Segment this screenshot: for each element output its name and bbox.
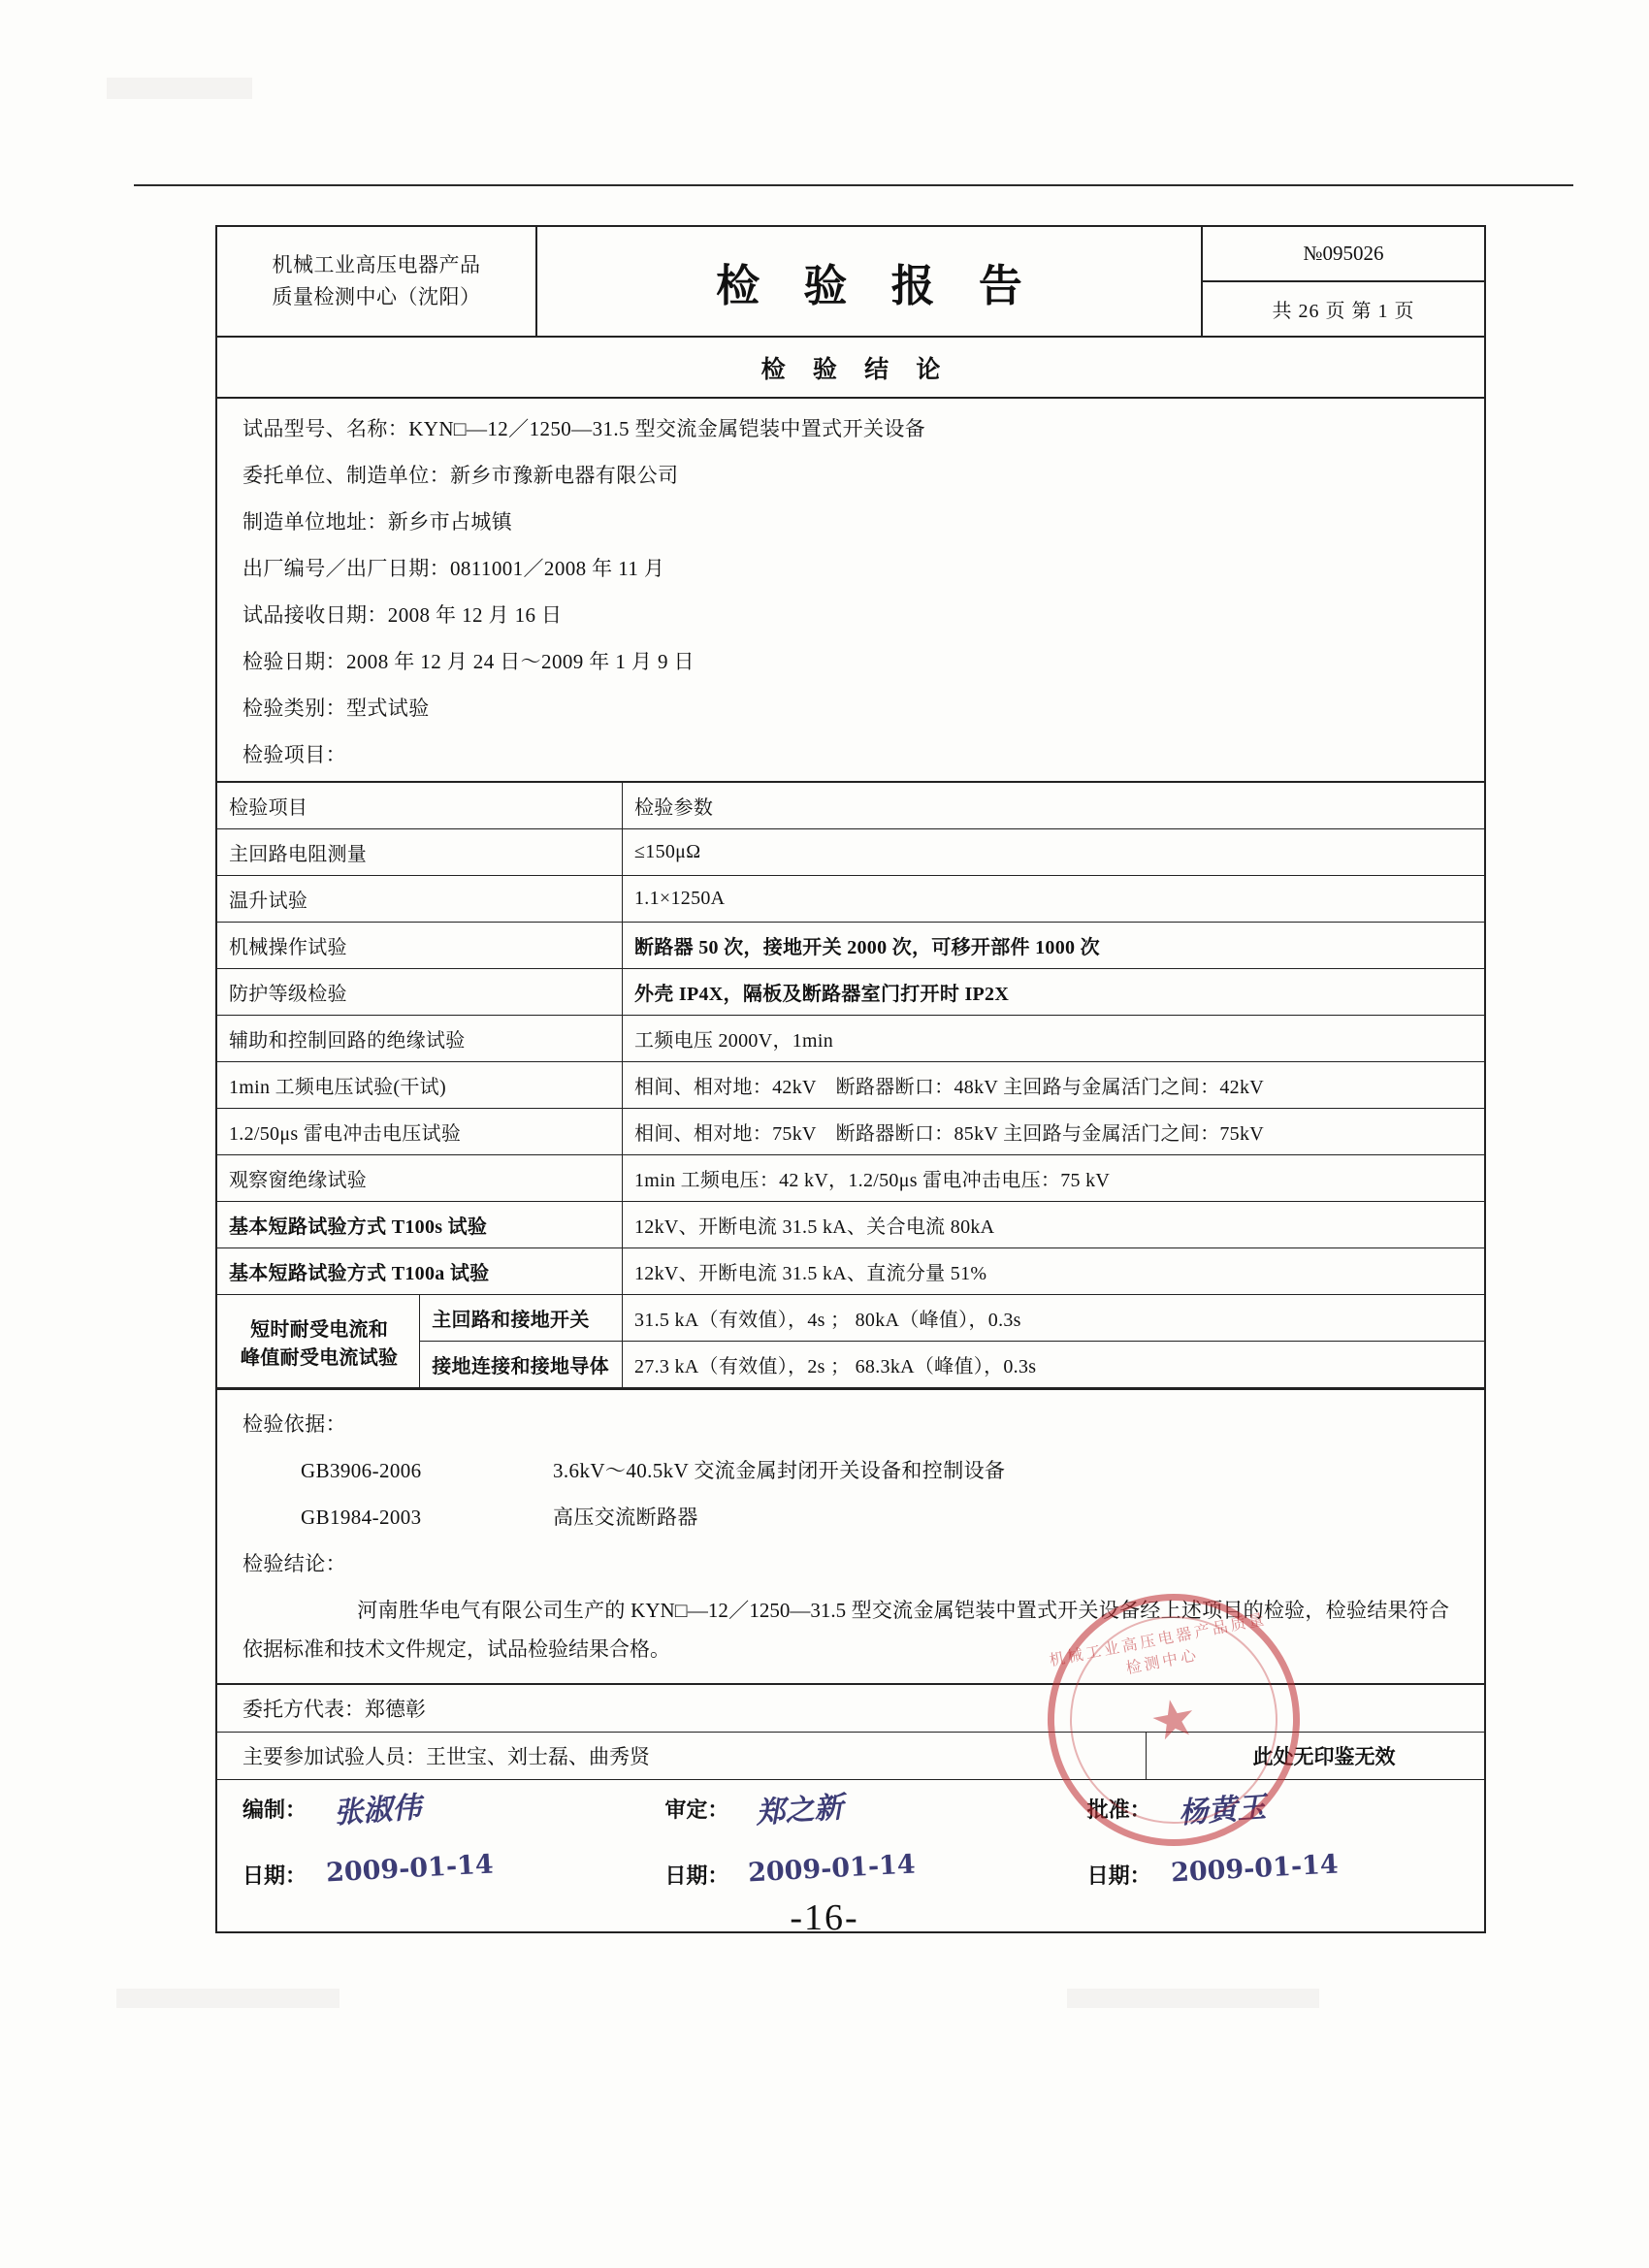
date-approve-label: 日期： (1086, 1863, 1151, 1888)
info-line-model: 试品型号、名称：KYN□—12／1250—31.5 型交流金属铠装中置式开关设备 (242, 417, 926, 440)
standard-code: GB3906-2006 (301, 1459, 422, 1482)
cell-param: 31.5 kA（有效值），4s ； 80kA（峰值），0.3s (623, 1295, 1485, 1342)
date-compile-label: 日期： (242, 1863, 307, 1888)
scan-artifact (116, 1989, 340, 2008)
test-items-table (217, 783, 1484, 1388)
cell-item: 基本短路试验方式 T100a 试验 (217, 1248, 623, 1295)
page-number: -16- (790, 1897, 859, 1938)
table-row (217, 829, 1484, 876)
client-representative: 委托方代表：郑德彰 (242, 1697, 426, 1721)
seal-text: 机械工业高压电器产品质量检测中心 (1048, 1610, 1269, 1677)
signature-approve: 杨黄玉 (1177, 1790, 1268, 1831)
org-line-1: 机械工业高压电器产品 (272, 253, 481, 277)
signer-review-label: 审定： (664, 1797, 729, 1822)
merged-label-line-1: 短时耐受电流和 (250, 1318, 389, 1341)
table-row (217, 969, 1484, 1016)
table-row (217, 1248, 1484, 1295)
cell-subitem: 主回路和接地开关 (420, 1295, 623, 1342)
cell-item: 机械操作试验 (217, 923, 623, 969)
report-meta (1201, 227, 1484, 336)
cell-item: 温升试验 (217, 876, 623, 923)
cell-item: 基本短路试验方式 T100s 试验 (217, 1202, 623, 1248)
report-document (215, 225, 1486, 1933)
signer-approve-label: 批准： (1086, 1797, 1151, 1822)
cell-param: 27.3 kA（有效值），2s ； 68.3kA（峰值），0.3s (623, 1342, 1485, 1388)
standard-code: GB1984-2003 (301, 1506, 422, 1529)
signer-names-row (217, 1780, 1484, 1850)
scan-artifact (1067, 1989, 1319, 2008)
signature-review: 郑之新 (755, 1790, 845, 1831)
merged-label-line-2: 峰值耐受电流试验 (240, 1346, 399, 1369)
cell-subitem: 接地连接和接地导体 (420, 1342, 623, 1388)
info-line-receive-date: 试品接收日期：2008 年 12 月 16 日 (242, 603, 563, 627)
seal-star-icon: ★ (1145, 1686, 1203, 1753)
table-row (217, 1109, 1484, 1155)
info-line-address: 制造单位地址：新乡市占城镇 (242, 510, 513, 534)
section-title-conclusion: 检 验 结 论 (217, 338, 1484, 399)
table-row (217, 1155, 1484, 1202)
date-approve-value: 2009-01-14 (1169, 1849, 1340, 1889)
th-item: 检验项目 (217, 783, 623, 829)
table-row-merged-1 (217, 1295, 1484, 1342)
page-count: 共 26 页 第 1 页 (1272, 301, 1415, 322)
cell-param: 12kV、开断电流 31.5 kA、直流分量 51% (623, 1248, 1485, 1295)
conclusion-label: 检验结论： (242, 1552, 346, 1575)
info-line-items-label: 检验项目： (242, 743, 346, 766)
signature-compile: 张淑伟 (333, 1790, 423, 1831)
signature-section (217, 1683, 1484, 1931)
info-line-test-type: 检验类别：型式试验 (242, 697, 430, 720)
stamp-note: 此处无印鉴无效 (1146, 1733, 1484, 1779)
info-line-serial: 出厂编号／出厂日期：0811001／2008 年 11 月 (242, 557, 665, 580)
cell-item: 主回路电阻测量 (217, 829, 623, 876)
cell-item: 辅助和控制回路的绝缘试验 (217, 1016, 623, 1062)
cell-item: 观察窗绝缘试验 (217, 1155, 623, 1202)
date-review-value: 2009-01-14 (747, 1849, 917, 1889)
page-title: 检 验 报 告 (716, 261, 1039, 310)
cell-param: 相间、相对地：42kV 断路器断口：48kV 主回路与金属活门之间：42kV (623, 1062, 1485, 1109)
signer-review (639, 1790, 1061, 1848)
conclusion-text-wrap (217, 1586, 1484, 1679)
info-line-test-date: 检验日期：2008 年 12 月 24 日～2009 年 1 月 9 日 (242, 650, 695, 673)
document-header (217, 227, 1484, 338)
standard-name: 高压交流断路器 (553, 1506, 698, 1529)
table-row (217, 1202, 1484, 1248)
header-rule (134, 184, 1573, 186)
cell-item: 1min 工频电压试验(干试) (217, 1062, 623, 1109)
th-param: 检验参数 (623, 783, 1485, 829)
cell-param: 相间、相对地：75kV 断路器断口：85kV 主回路与金属活门之间：75kV (623, 1109, 1485, 1155)
participants-row (217, 1733, 1484, 1780)
title-area (537, 227, 1201, 336)
table-header-row (217, 783, 1484, 829)
cell-item: 1.2/50μs 雷电冲击电压试验 (217, 1109, 623, 1155)
cell-param: 1min 工频电压：42 kV，1.2/50μs 雷电冲击电压：75 kV (623, 1155, 1485, 1202)
participants: 主要参加试验人员：王世宝、刘士磊、曲秀贤 (242, 1744, 650, 1768)
signer-compile-label: 编制： (242, 1797, 307, 1822)
standard-name: 3.6kV～40.5kV 交流金属封闭开关设备和控制设备 (553, 1459, 1006, 1482)
org-line-2: 质量检测中心（沈阳） (272, 285, 481, 308)
date-compile-value: 2009-01-14 (325, 1849, 495, 1889)
cell-param: 外壳 IP4X，隔板及断路器室门打开时 IP2X (623, 969, 1485, 1016)
report-number: №095026 (1203, 227, 1484, 282)
cell-item: 防护等级检验 (217, 969, 623, 1016)
table-row (217, 876, 1484, 923)
scan-artifact (107, 78, 252, 99)
conclusion-text: 河南胜华电气有限公司生产的 KYN□—12／1250—31.5 型交流金属铠装中置式开关设备经上述项目的检验，检验结果符合依据标准和技术文件规定，试品检验结果合格。 (242, 1599, 1449, 1661)
cell-param: 工频电压 2000V，1min (623, 1016, 1485, 1062)
client-rep-row (217, 1685, 1484, 1733)
cell-param: 1.1×1250A (623, 876, 1485, 923)
cell-param: ≤150μΩ (623, 829, 1485, 876)
signer-approve (1062, 1790, 1484, 1848)
basis-standard-2 (217, 1493, 1484, 1539)
table-row (217, 923, 1484, 969)
date-review-label: 日期： (664, 1863, 729, 1888)
table-row (217, 1062, 1484, 1109)
basis-label: 检验依据： (242, 1412, 346, 1436)
issuing-organization (217, 227, 537, 336)
cell-param: 断路器 50 次，接地开关 2000 次，可移开部件 1000 次 (623, 923, 1485, 969)
basis-standard-1 (217, 1446, 1484, 1493)
signer-compile (217, 1790, 639, 1848)
info-line-client: 委托单位、制造单位：新乡市豫新电器有限公司 (242, 464, 679, 487)
test-basis-section (217, 1388, 1484, 1683)
cell-item-merged (217, 1295, 420, 1388)
cell-param: 12kV、开断电流 31.5 kA、关合电流 80kA (623, 1202, 1485, 1248)
table-row (217, 1016, 1484, 1062)
specimen-info (217, 399, 1484, 783)
